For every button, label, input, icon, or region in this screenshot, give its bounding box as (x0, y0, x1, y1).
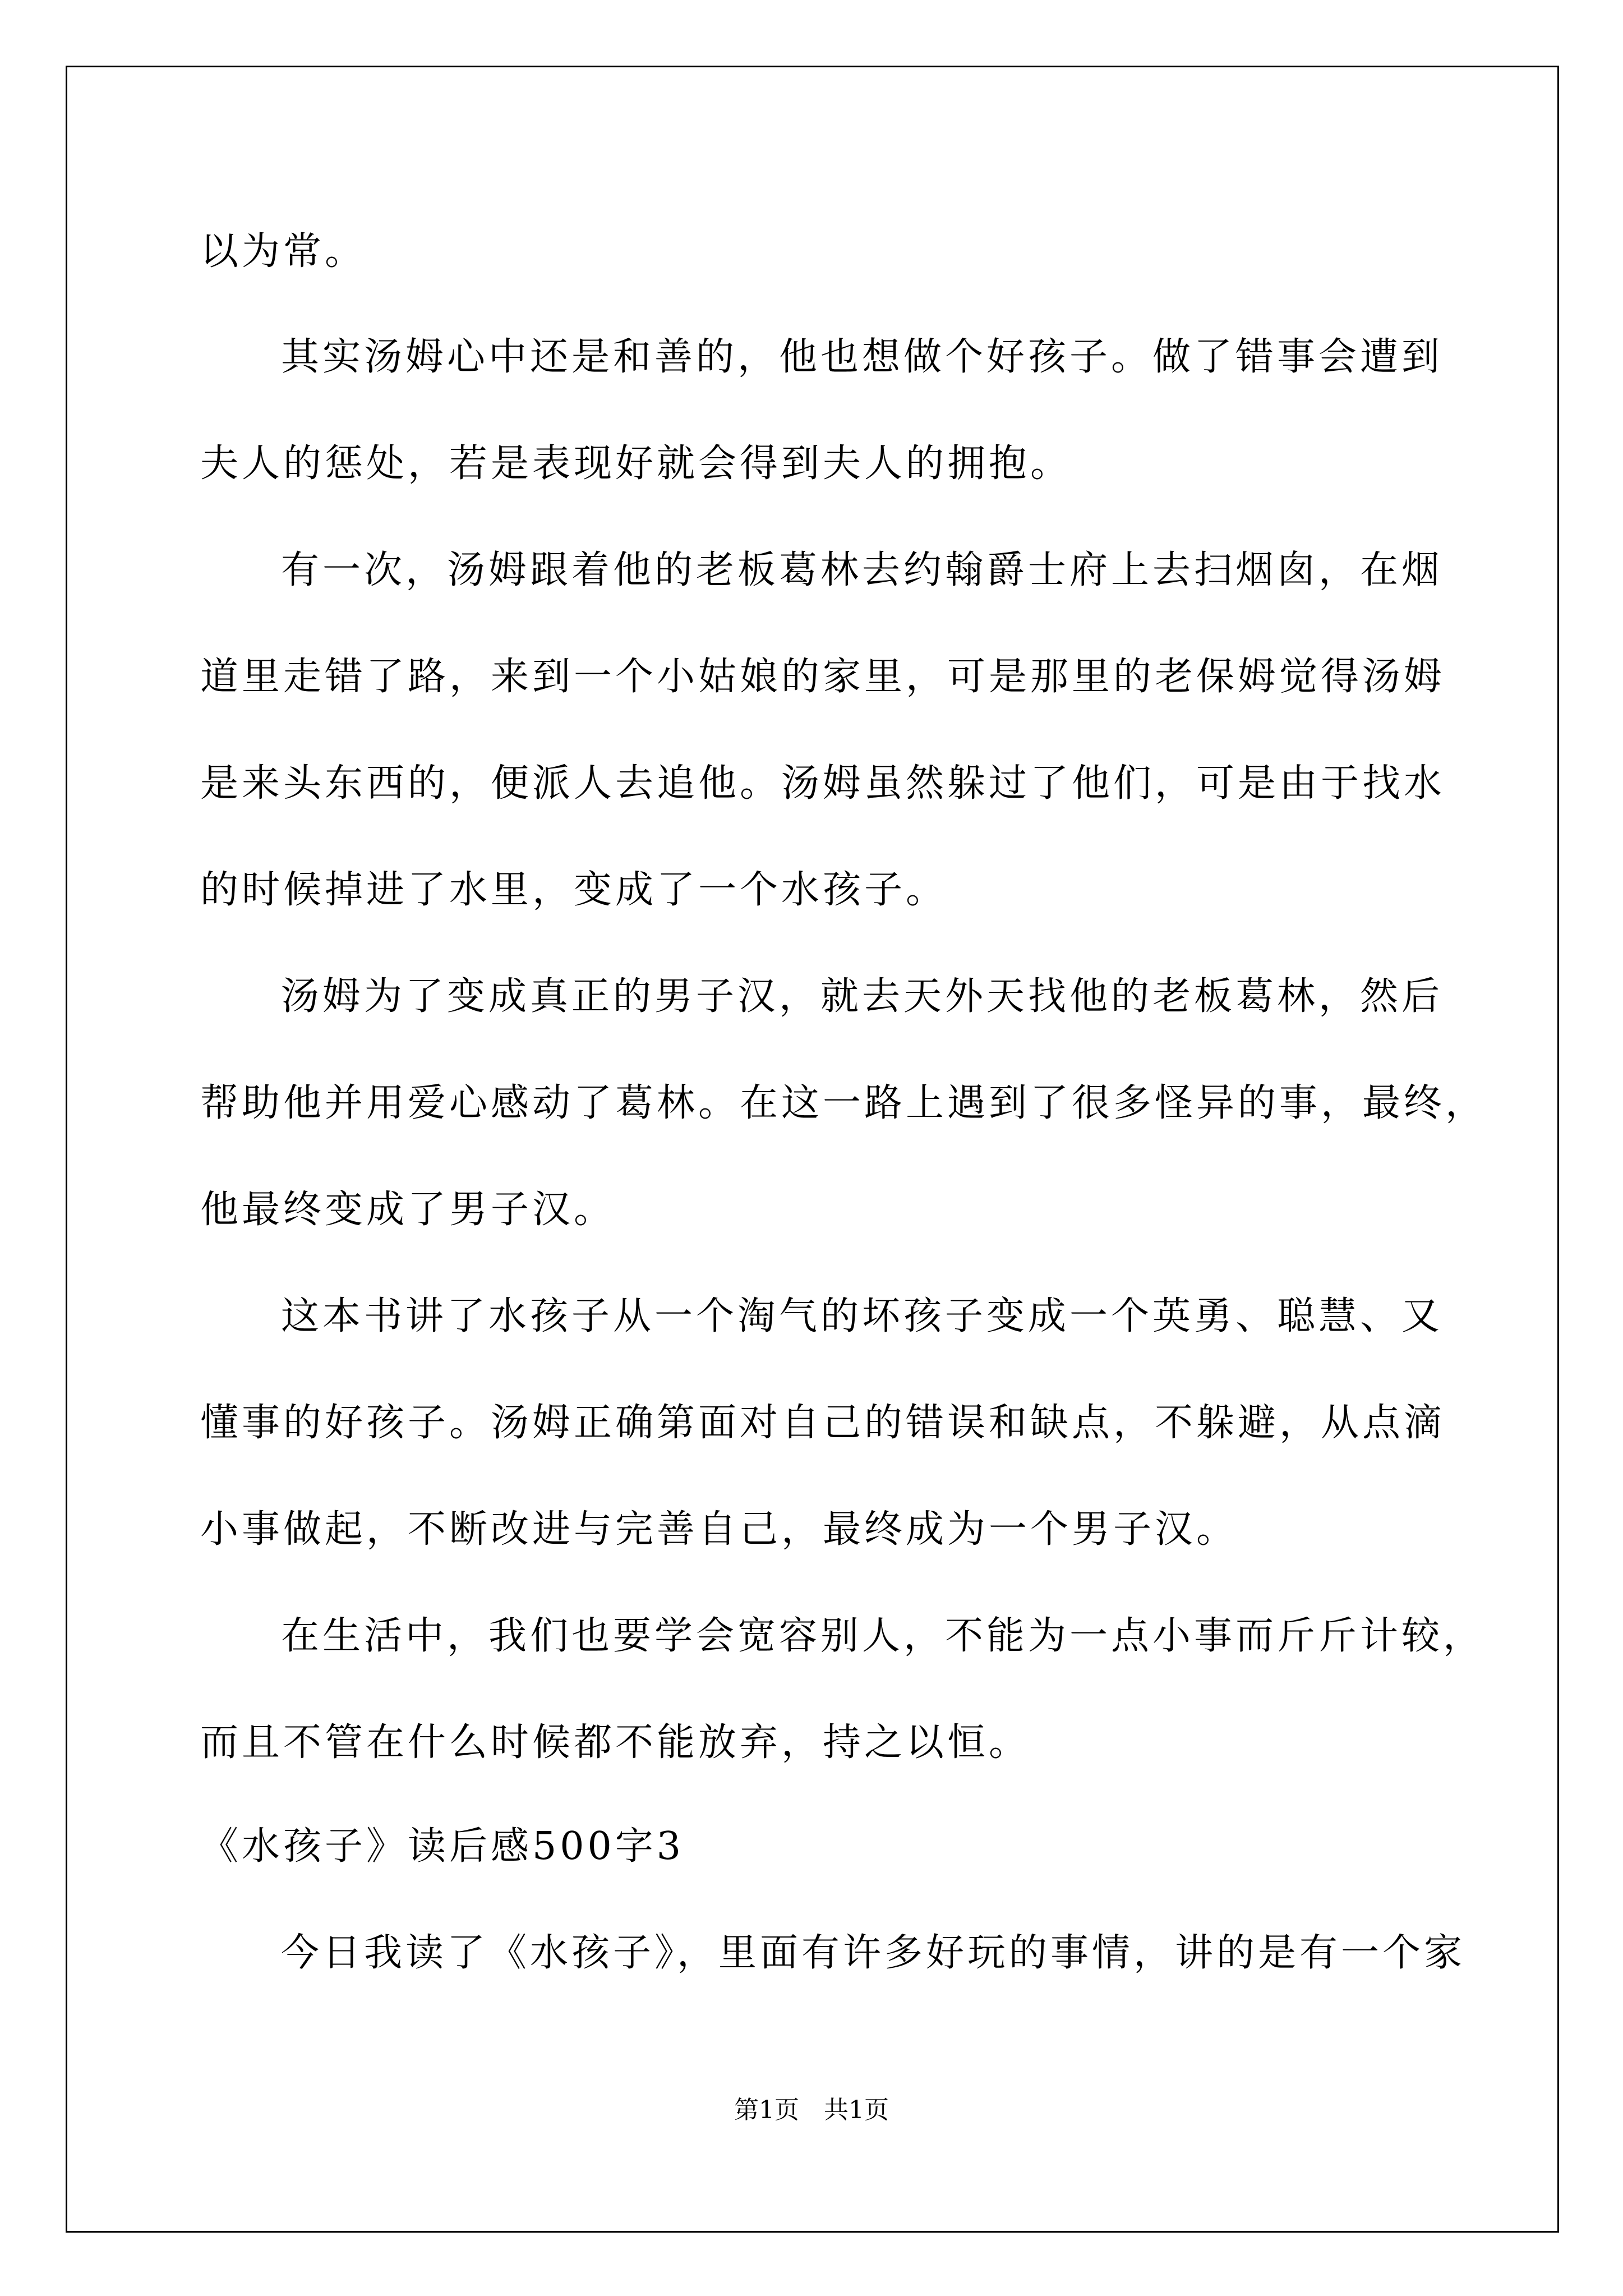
paragraph-line: 小事做起，不断改进与完善自己，最终成为一个男子汉。 (200, 1507, 1238, 1552)
paragraph-line: 夫人的惩处，若是表现好就会得到夫人的拥抱。 (200, 441, 1072, 486)
paragraph-line: 有一次，汤姆跟着他的老板葛林去约翰爵士府上去扫烟囱，在烟 (281, 548, 1444, 592)
paragraph-line: 汤姆为了变成真正的男子汉，就去天外天找他的老板葛林，然后 (281, 974, 1444, 1019)
paragraph-line: 帮助他并用爱心感动了葛林。在这一路上遇到了很多怪异的事，最终， (200, 1081, 1487, 1125)
paragraph-line: 而且不管在什么时候都不能放弃，持之以恒。 (200, 1720, 1031, 1765)
page-number-footer: 第1页 共1页 (734, 2096, 889, 2124)
paragraph-line: 今日我读了《水孩子》，里面有许多好玩的事情，讲的是有一个家 (281, 1931, 1466, 1975)
page-border (66, 66, 1559, 2233)
paragraph-line: 其实汤姆心中还是和善的，他也想做个好孩子。做了错事会遭到 (281, 335, 1444, 379)
section-heading: 《水孩子》读后感500字3 (200, 1824, 685, 1869)
paragraph-line: 的时候掉进了水里，变成了一个水孩子。 (200, 868, 948, 912)
paragraph-line: 在生活中，我们也要学会宽容别人，不能为一点小事而斤斤计较， (281, 1614, 1485, 1658)
paragraph-line: 这本书讲了水孩子从一个淘气的坏孩子变成一个英勇、聪慧、又 (281, 1294, 1444, 1338)
paragraph-line: 是来头东西的，便派人去追他。汤姆虽然躲过了他们，可是由于找水 (200, 761, 1446, 806)
paragraph-line: 以为常。 (200, 229, 367, 274)
paragraph-line: 懂事的好孩子。汤姆正确第面对自己的错误和缺点，不躲避，从点滴 (200, 1401, 1446, 1445)
paragraph-line: 道里走错了路，来到一个小姑娘的家里，可是那里的老保姆觉得汤姆 (200, 655, 1446, 699)
paragraph-line: 他最终变成了男子汉。 (200, 1188, 616, 1232)
